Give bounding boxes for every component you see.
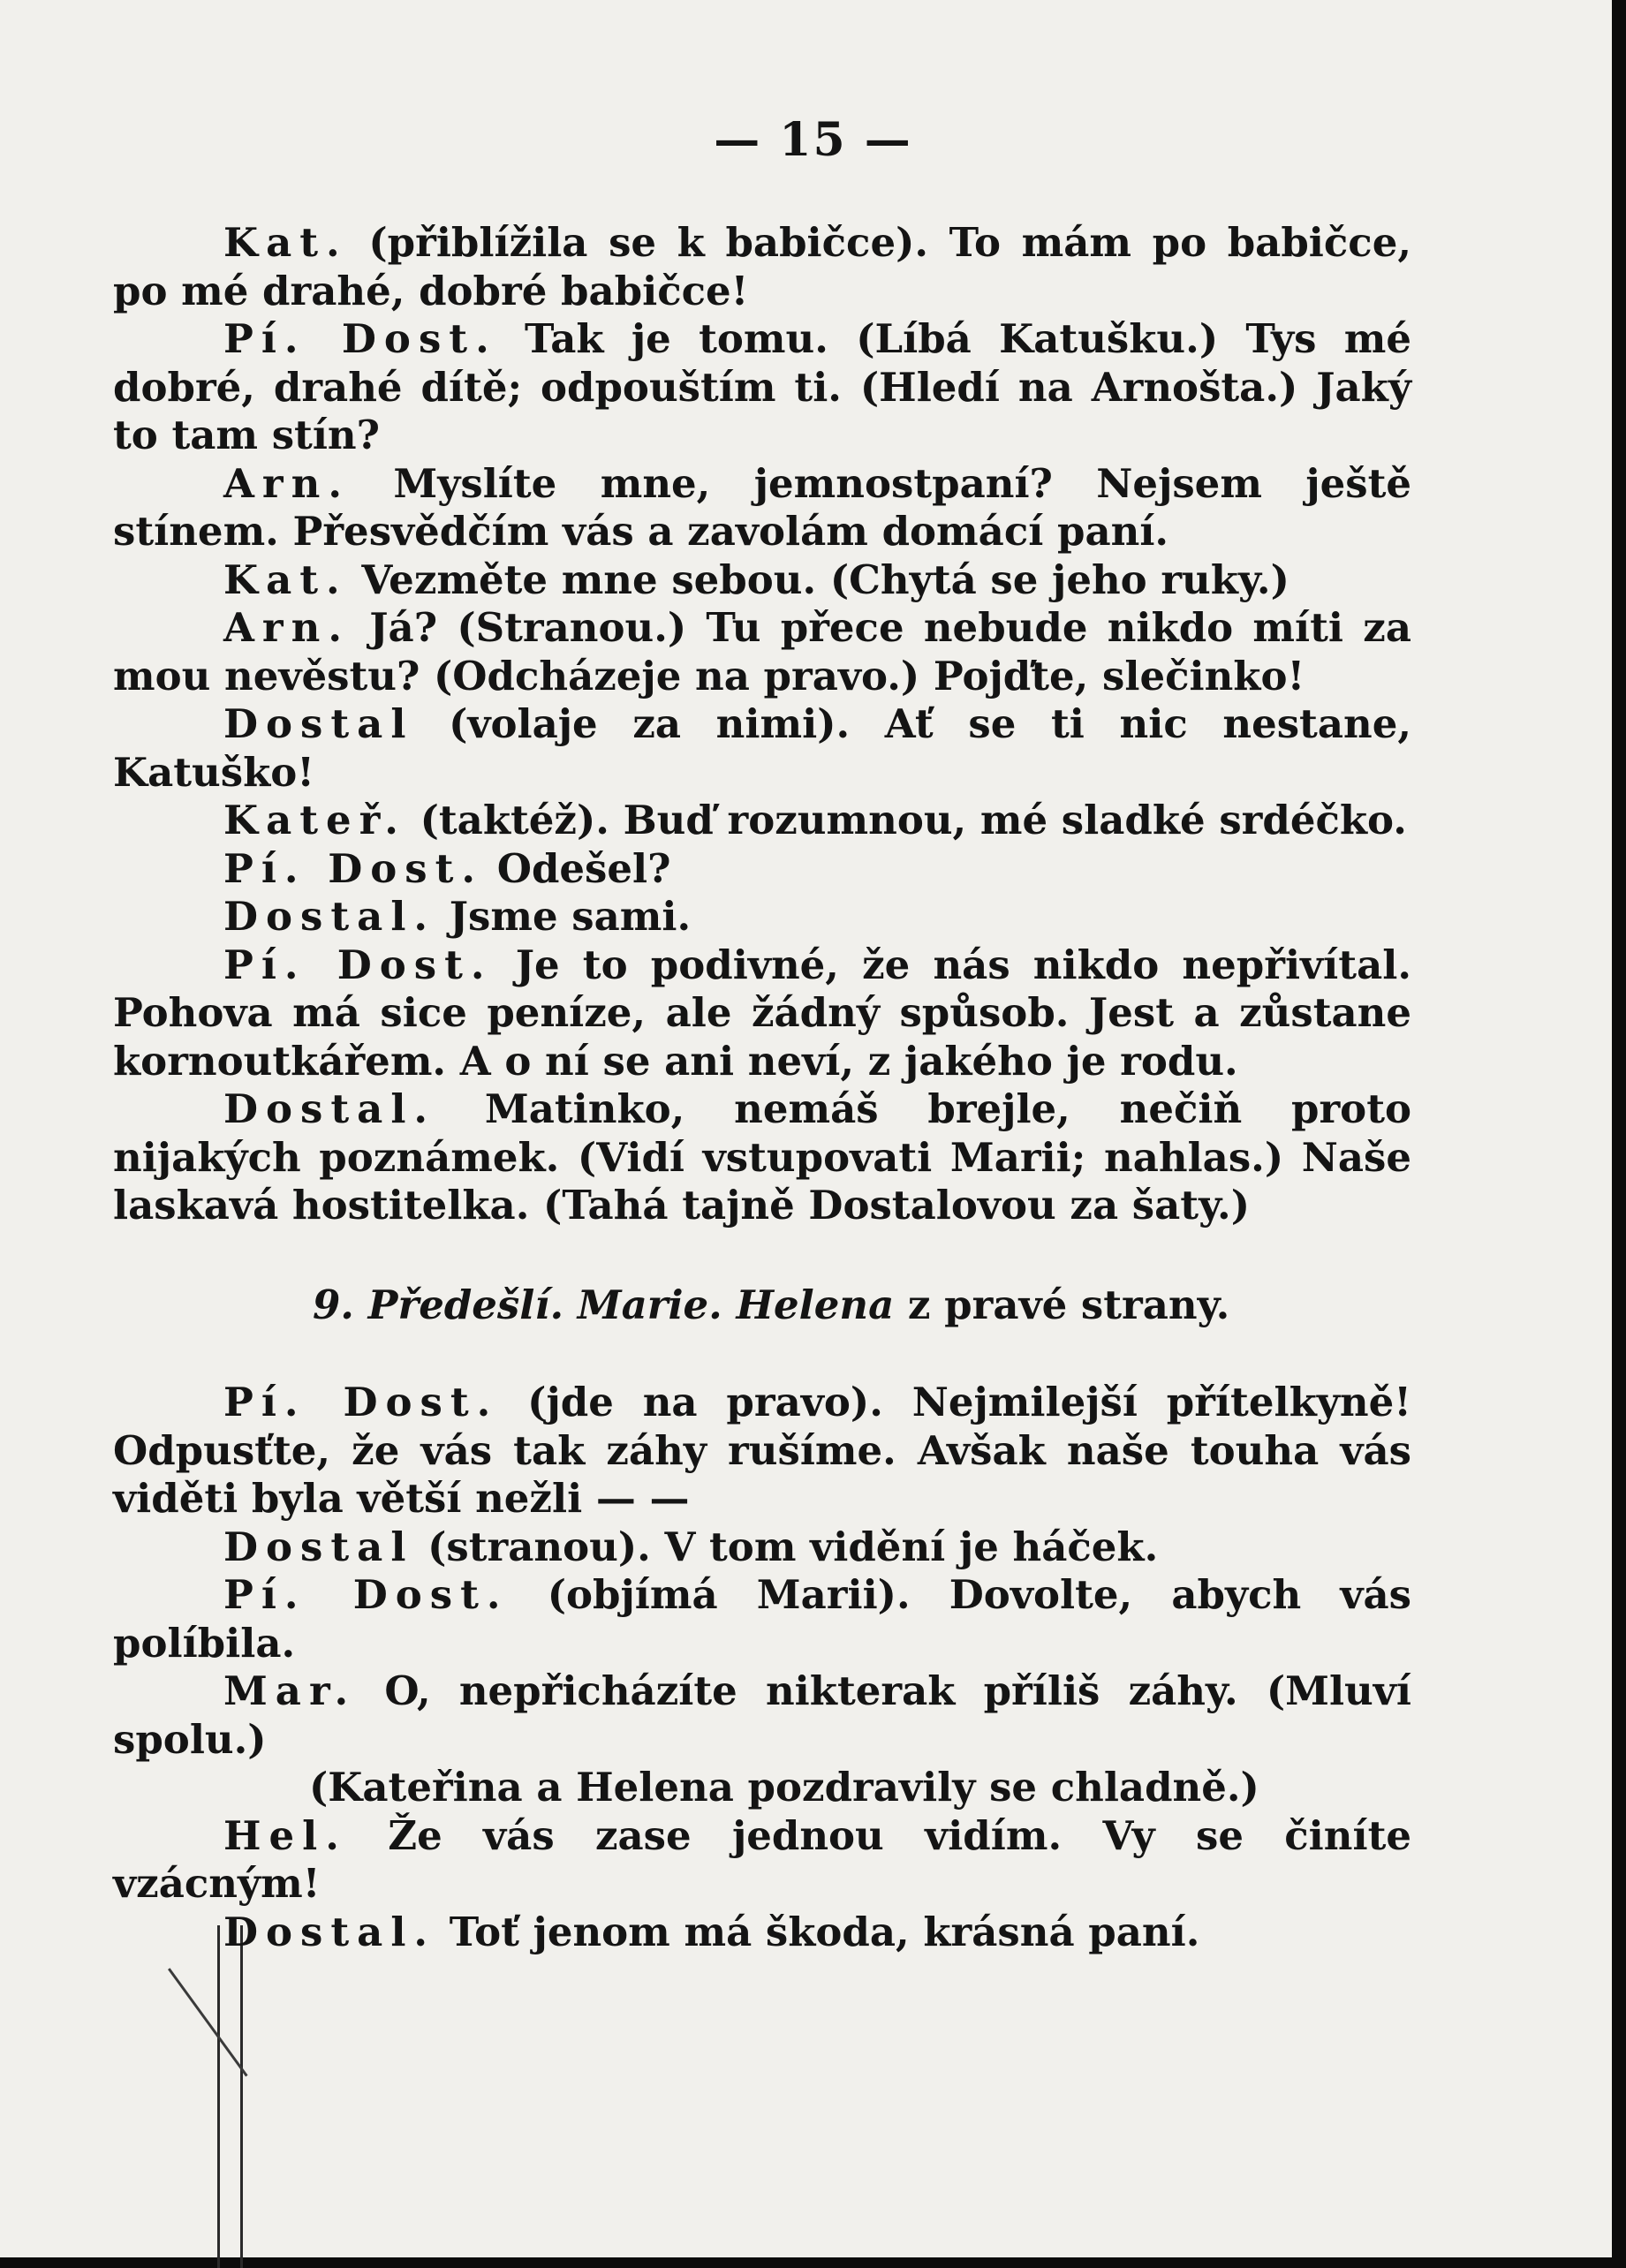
dialogue-line <box>113 1571 1411 1667</box>
dialogue-text: Je to podivné, že nás nikdo nepřivítal. Pohova má sice peníze, ale žádný spůsob. Jest a zůstane kornoutkářem. A o ní se ani neví, z jakého je rodu. <box>113 941 1411 1085</box>
dialogue-line <box>113 1523 1411 1572</box>
scan-edge-right <box>1612 0 1626 2268</box>
dialogue-line <box>113 1379 1411 1523</box>
speaker-name: Kat. <box>223 219 348 266</box>
dialogue-line <box>113 460 1411 556</box>
speaker-name: Mar. <box>223 1667 357 1714</box>
scan-gutter-line <box>217 1925 220 2268</box>
speaker-name: Dostal <box>223 700 414 747</box>
dialogue-text: Odešel? <box>483 844 671 892</box>
speaker-name: Pí. Dost. <box>223 1571 509 1618</box>
dialogue-text: (taktéž). Buď rozumnou, mé sladké srdéčko. <box>405 797 1407 843</box>
dialogue-text: Myslíte mne, jemnostpaní? Nejsem ještě stínem. Přesvědčím vás a zavolám domácí paní. <box>113 459 1411 555</box>
dialogue-line <box>113 556 1411 605</box>
dialogue-line <box>113 1812 1411 1909</box>
speaker-name: Pí. Dost. <box>223 844 484 892</box>
speaker-name: Kateř. <box>223 797 406 843</box>
dialogue-text: Tak je tomu. (Líbá Katušku.) Tys mé dobré, drahé dítě; odpouštím ti. (Hledí na Arnošta.) Jaký to tam stín? <box>113 315 1411 458</box>
speaker-name: Pí. Dost. <box>223 1379 499 1425</box>
speaker-name: Dostal. <box>223 893 436 940</box>
dialogue-text: Jsme sami. <box>435 893 692 940</box>
dialogue-text: (přiblížila se k babičce). To mám po babičce, po mé drahé, dobré babičce! <box>113 219 1411 314</box>
dialogue-line <box>113 1909 1411 1957</box>
dialogue-line <box>113 893 1411 941</box>
dialogue-text: (volaje za nimi). Ať se ti nic nestane, Katuško! <box>113 700 1411 796</box>
dialogue-line <box>113 315 1411 460</box>
dialogue-text: Matinko, nemáš brejle, nečiň proto nijakých poznámek. (Vidí vstupovati Marii; nahlas.) Naše laskavá hostitelka. (Tahá tajně Dostalovou za šaty.) <box>113 1085 1411 1228</box>
dialogue-line <box>113 845 1411 894</box>
speaker-name: Pí. Dost. <box>223 941 493 988</box>
speaker-name: Arn. <box>223 604 351 651</box>
dialogue-text: Toť jenom má škoda, krásná paní. <box>435 1908 1200 1955</box>
scene-direction: z pravé strany. <box>894 1281 1230 1328</box>
speaker-name: Hel. <box>223 1811 347 1859</box>
dialogue-line <box>113 941 1411 1086</box>
dialogue-text: (stranou). V tom vidění je háček. <box>413 1523 1159 1570</box>
dialogue-line <box>113 604 1411 700</box>
speaker-name: Pí. Dost. <box>223 315 497 362</box>
dialogue-text: (jde na pravo). Nejmilejší přítelkyně! Odpusťte, že vás tak záhy rušíme. Avšak naše touha vás viděti byla větší nežli — — <box>113 1379 1411 1522</box>
dialogue-text: Já? (Stranou.) Tu přece nebude nikdo míti za mou nevěstu? (Odcházeje na pravo.) Pojďte, slečinko! <box>113 604 1411 699</box>
dialogue-text: (objímá Marii). Dovolte, abych vás políbila. <box>113 1571 1411 1667</box>
stage-direction: (Kateřina a Helena pozdravily se chladně.) <box>309 1764 1259 1811</box>
scan-edge-bottom <box>0 2257 1626 2268</box>
dialogue-line <box>113 1085 1411 1230</box>
scan-mark <box>168 1968 248 2076</box>
page-text <box>113 219 1411 1956</box>
scene-number: 9. <box>313 1281 354 1328</box>
dialogue-line <box>113 797 1411 845</box>
dialogue-line <box>113 700 1411 797</box>
dialogue-line <box>113 1667 1411 1764</box>
dialogue-text: Vezměte mne sebou. (Chytá se jeho ruky.) <box>347 556 1289 603</box>
speaker-name: Arn. <box>223 459 351 507</box>
scene-heading <box>113 1281 1411 1330</box>
speaker-name: Dostal <box>223 1523 414 1570</box>
page-number: — 15 — <box>714 113 912 167</box>
dialogue-text: O, nepřicházíte nikterak příliš záhy. (Mluví spolu.) <box>113 1667 1411 1763</box>
scan-gutter-line <box>240 1925 243 2268</box>
speaker-name: Dostal. <box>223 1085 436 1132</box>
dialogue-line <box>113 219 1411 315</box>
dialogue-text: Že vás zase jednou vidím. Vy se činíte vzácným! <box>113 1811 1411 1907</box>
speaker-name: Dostal. <box>223 1908 436 1955</box>
speaker-name: Kat. <box>223 556 348 603</box>
scene-characters: Předešlí. Marie. Helena <box>353 1281 895 1328</box>
